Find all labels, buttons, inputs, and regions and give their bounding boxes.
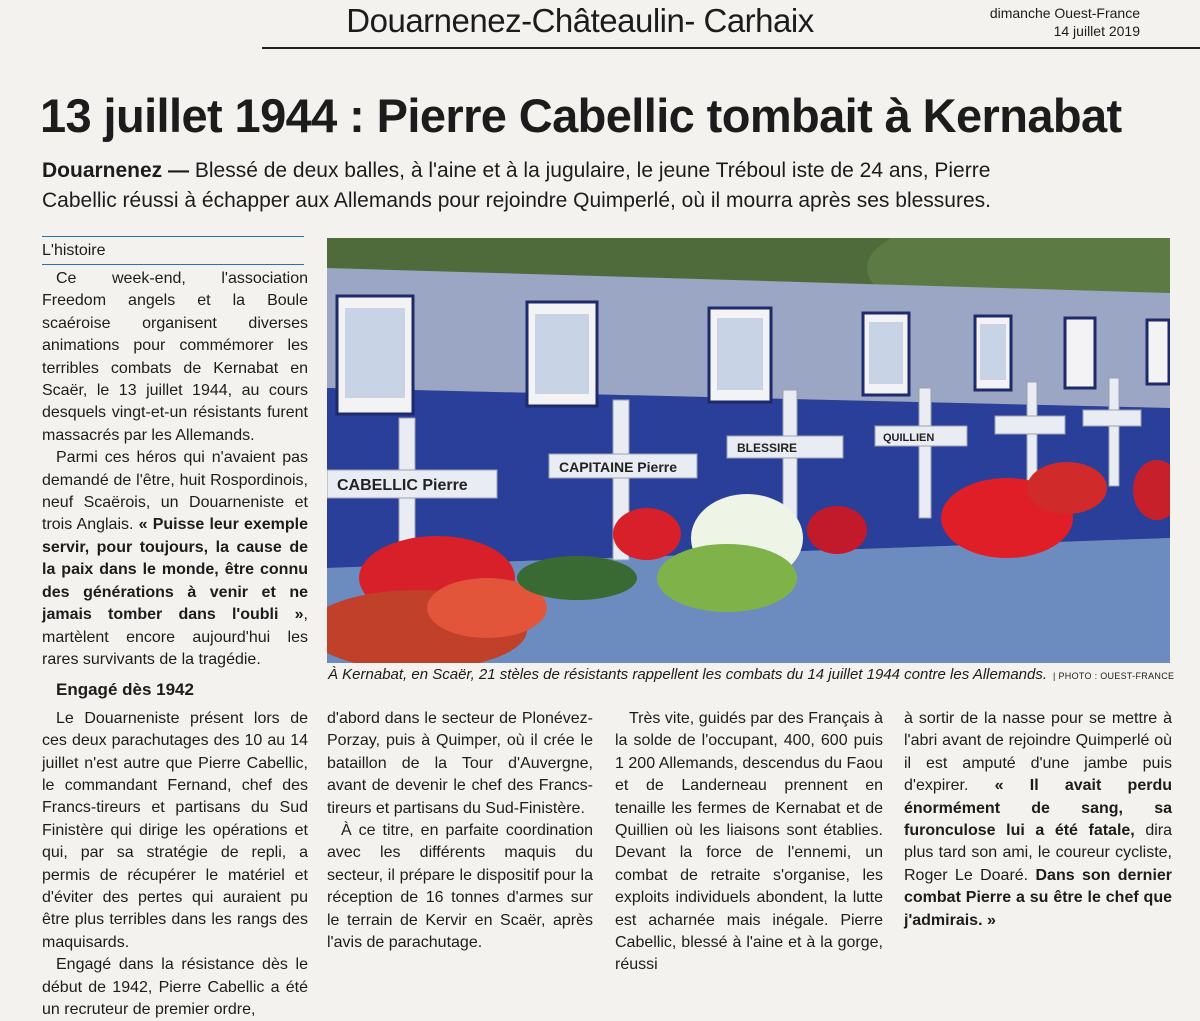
publication-info [990, 4, 1140, 40]
lead-text: Blessé de deux balles, à l'aine et à la jugulaire, le jeune Tréboul iste de 24 ans, Pierre Cabellic réussi à échapper aux Allemands pour rejoindre Quimperlé, où il mourra après ses blessures. [42, 159, 991, 212]
headline: 13 juillet 1944 : Pierre Cabellic tombait à Kernabat [40, 89, 1122, 142]
photo-caption [328, 666, 1175, 683]
subheading: Engagé dès 1942 [56, 680, 194, 700]
quote-bold: « Il avait perdu énormément de sang, sa furonculose lui a été fatale, [904, 777, 1172, 840]
quote-bold: Dans son dernier combat Pierre a su être le chef que j'admirais. » [904, 866, 1173, 929]
article-column-3 [615, 708, 883, 977]
paragraph: Le Douarneniste présent lors de ces deux parachutages des 10 au 14 juillet n'est autre que Pierre Cabellic, le commandant Fernand, chef des Francs-tireurs et partisans du Sud Finistère qui dirige les opérations et qui, par sa stratégie de repli, a permis de récupérer le matériel et d'éviter des pertes qui auraient pu être plus terribles dans les rangs des maquisards. [42, 709, 308, 951]
paragraph: d'abord dans le secteur de Plonévez-Porzay, puis à Quimper, où il crée le bataillon de la Tour d'Auvergne, avant de devenir le chef des Francs-tireurs et partisans du Sud-Finistère. [327, 710, 593, 817]
section-title: Douarnenez-Châteaulin- Carhaix [346, 2, 814, 39]
dateline: Douarnenez — [42, 159, 190, 182]
article-column-1 [42, 268, 308, 1021]
publication-date: 14 juillet 2019 [1053, 23, 1140, 39]
paragraph: Ce week-end, l'association Freedom angels et la Boule scaéroise organisent diverses animations pour commémorer les terribles combats de Kernabat en Scaër, le 13 juillet 1944, au cours desquels vingt-et-un résistants furent massacrés par les Allemands. [42, 270, 308, 444]
paragraph: À ce titre, en parfaite coordination avec les différents maquis du secteur, il prépare le dispositif pour la réception de 16 tonnes d'armes sur le terrain de Kervir en Scaër, après l'avis de parachutage. [327, 822, 593, 952]
plaque-quillien: QUILLIEN [883, 432, 935, 444]
article-column-4 [904, 708, 1172, 932]
paragraph-text: , martèlent encore aujourd'hui les rares survivants de la tragédie. [42, 606, 308, 668]
article-column-2 [327, 708, 593, 954]
plaque-capitaine: CAPITAINE Pierre [559, 459, 677, 475]
rubric-label: L'histoire [42, 236, 304, 265]
paragraph [904, 708, 1172, 932]
header-rule [262, 47, 1200, 49]
plaque-cabellic: CABELLIC Pierre [337, 477, 468, 494]
photo-credit: | PHOTO : OUEST-FRANCE [1053, 671, 1175, 681]
paragraph-text: à sortir de la nasse pour se mettre à l'abri avant de rejoindre Quimperlé où il est amputé d'une jambe puis d'expirer. [904, 710, 1172, 795]
lead-paragraph [42, 156, 1042, 216]
paragraph [42, 447, 308, 671]
paragraph-text: dira plus tard son ami, le coureur cycliste, Roger Le Doaré. [904, 822, 1172, 884]
quote-bold: « Puisse leur exemple servir, pour toujours, la cause de la paix dans le monde, être connu des générations à venir et ne jamais tomber dans l'oubli » [42, 516, 309, 624]
memorial-photo [327, 238, 1170, 663]
paragraph-text: Parmi ces héros qui n'avaient pas demandé de l'être, huit Rospordinois, neuf Scaërois, un Douarneniste et trois Anglais. [42, 449, 308, 534]
paragraph: Très vite, guidés par des Français à la solde de l'occupant, 400, 600 puis 1 200 Allemands, descendus du Faou et de Landerneau prennent en tenaille les fermes de Kernabat et de Quillien où les liaisons sont établies. Devant la force de l'ennemi, un combat de retraite s'organise, les exploits individuels abondent, la lutte est acharnée mais inégale. Pierre Cabellic, blessé à l'aine et à la gorge, réussi [615, 710, 883, 974]
plaque-blessire: BLESSIRE [737, 441, 798, 455]
publication-name: dimanche Ouest-France [989, 5, 1140, 21]
memorial-illustration [327, 238, 1170, 663]
paragraph: Engagé dans la résistance dès le début de 1942, Pierre Cabellic a été un recruteur de premier ordre, [42, 956, 308, 1018]
caption-text: À Kernabat, en Scaër, 21 stèles de résistants rappellent les combats du 14 juillet 1944 contre les Allemands. [328, 666, 1048, 683]
